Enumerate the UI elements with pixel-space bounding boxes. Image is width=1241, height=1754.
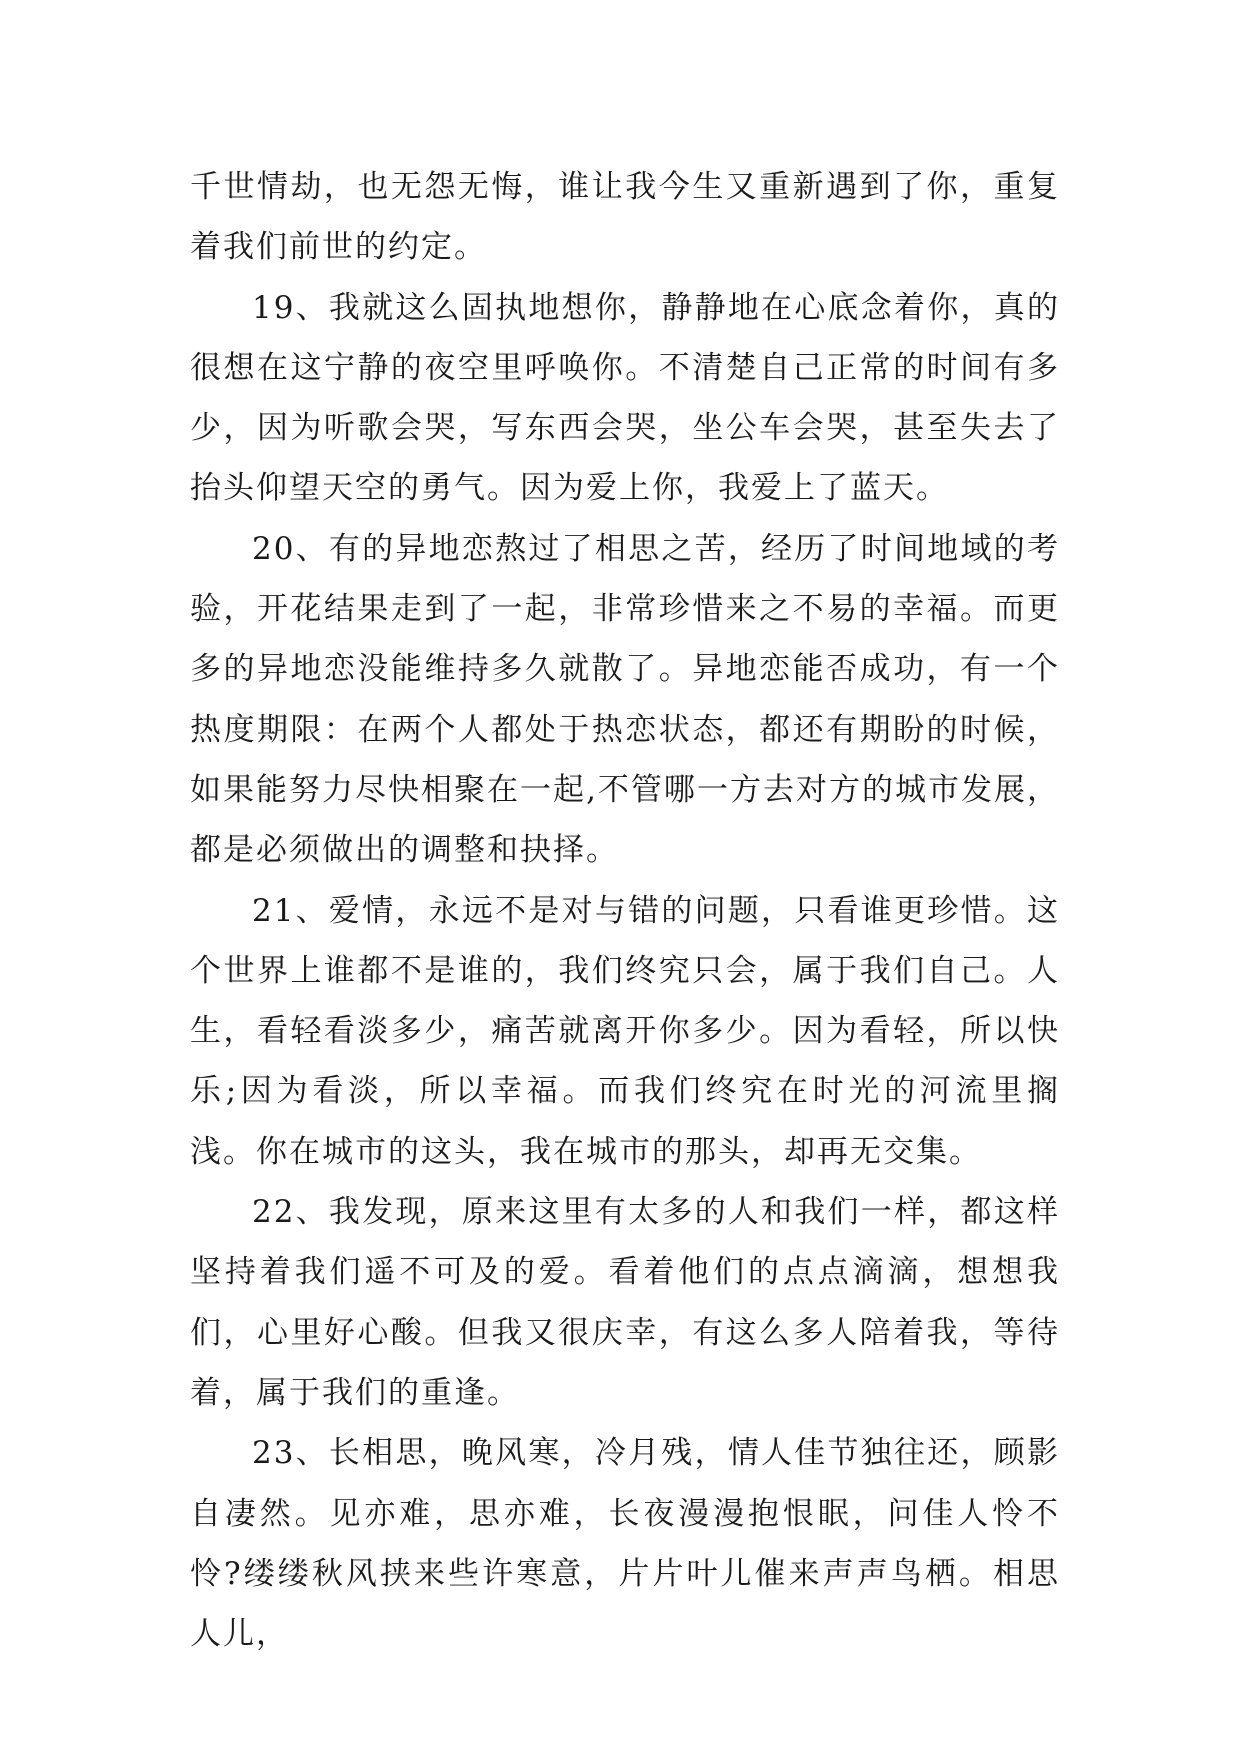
paragraph-22: 22、我发现，原来这里有太多的人和我们一样，都这样坚持着我们遥不可及的爱。看着他们的点点滴滴，想想我们，心里好心酸。但我又很庆幸，有这么多人陪着我，等待着，属于我们的重逢。 (190, 1194, 1060, 1411)
paragraph-19: 19、我就这么固执地想你，静静地在心底念着你，真的很想在这宁静的夜空里呼唤你。不清楚自己正常的时间有多少，因为听歌会哭，写东西会哭，坐公车会哭，甚至失去了抬头仰望天空的勇气。因为爱上你，我爱上了蓝天。 (190, 289, 1060, 507)
document-body (190, 157, 1060, 1664)
paragraph-23: 23、长相思，晚风寒，冷月残，情人佳节独往还，顾影自凄然。见亦难，思亦难，长夜漫漫抱恨眠，问佳人怜不怜?缕缕秋风挟来些许寒意，片片叶儿催来声声鸟栖。相思人儿， (190, 1435, 1060, 1653)
paragraph-continued: 千世情劫，也无怨无悔，谁让我今生又重新遇到了你，重复着我们前世的约定。 (190, 169, 1060, 266)
paragraph-20: 20、有的异地恋熬过了相思之苦，经历了时间地域的考验，开花结果走到了一起，非常珍惜来之不易的幸福。而更多的异地恋没能维持多久就散了。异地恋能否成功，有一个热度期限：在两个人都处于热恋状态，都还有期盼的时候，如果能努力尽快相聚在一起,不管哪一方去对方的城市发展，都是必须做出的调整和抉择。 (190, 530, 1060, 869)
paragraph-21: 21、爱情，永远不是对与错的问题，只看谁更珍惜。这个世界上谁都不是谁的，我们终究只会，属于我们自己。人生，看轻看淡多少，痛苦就离开你多少。因为看轻，所以快乐;因为看淡，所以幸福。而我们终究在时光的河流里搁浅。你在城市的这头，我在城市的那头，却再无交集。 (190, 892, 1060, 1170)
